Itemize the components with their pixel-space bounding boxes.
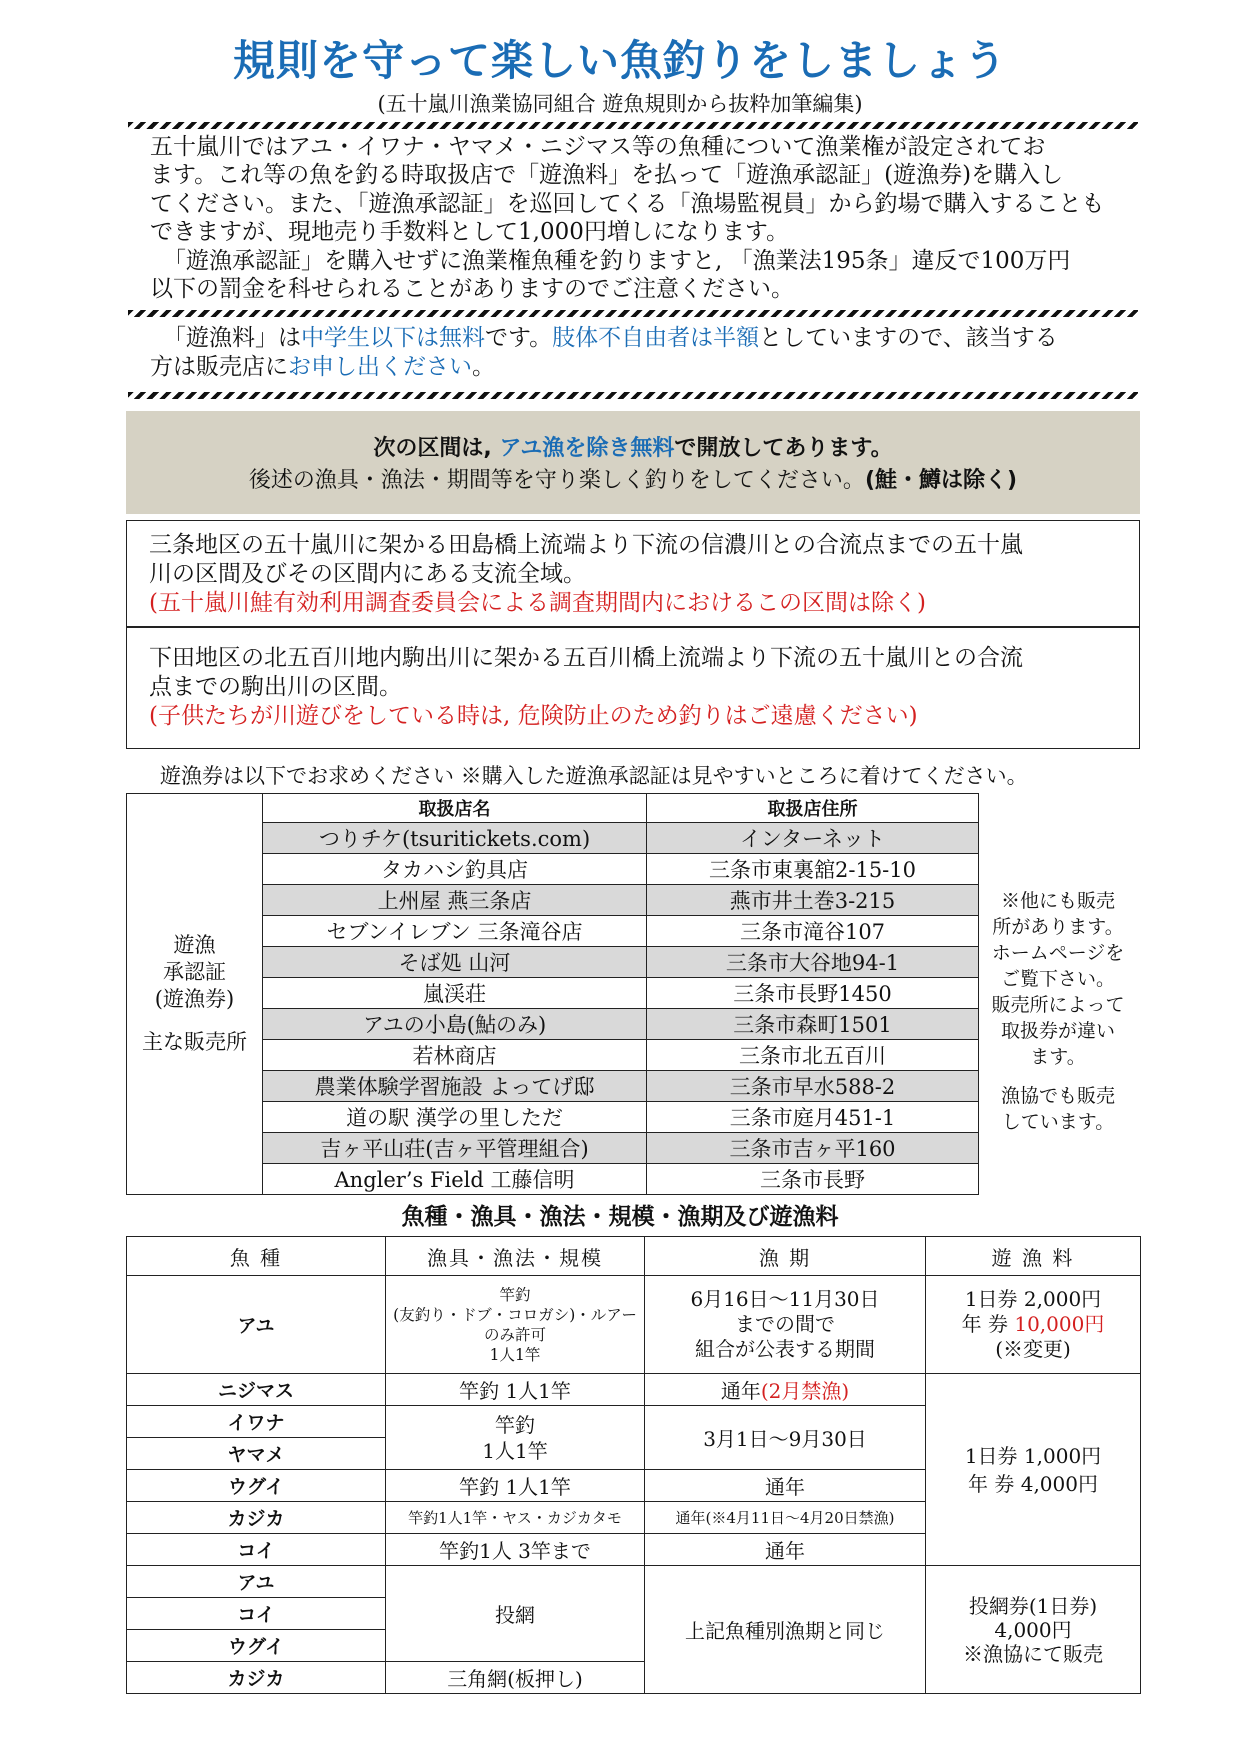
ticket-label: 遊漁 承認証 (遊漁券) <box>154 933 235 1011</box>
fish-name: ウグイ <box>127 1470 386 1502</box>
column-header-shop-name: 取扱店名 <box>263 794 647 823</box>
shop-name: そば処 山河 <box>263 947 647 978</box>
intro-line: できますが、現地売り手数料として1,000円増しになります。 <box>150 219 790 245</box>
discount-line: 方は販売店にお申し出ください。 <box>150 354 495 380</box>
intro-line: てください。また、「遊漁承認証」を巡回してくる「漁場監視員」から釣場で購入することも <box>150 191 1105 217</box>
shop-name: アユの小島(鮎のみ) <box>263 1009 647 1040</box>
discount-line: 「遊漁料」は中学生以下は無料です。肢体不自由者は半額としていますので、該当する <box>163 325 1058 351</box>
fish-name: コイ <box>127 1534 386 1566</box>
main-stores-label: 主な販売所 <box>142 1030 247 1054</box>
zone-box-shimoda <box>126 627 1140 749</box>
shop-table <box>126 793 979 1195</box>
dashed-divider <box>128 122 1138 129</box>
gear-rule: 竿釣1人 3竿まで <box>386 1534 645 1566</box>
side-note-coop-sales: 漁協でも販売 しています。 <box>1000 1085 1115 1133</box>
table-row <box>127 1374 1141 1406</box>
shop-address: 燕市井土巻3-215 <box>647 885 979 916</box>
page-title: 規則を守って楽しい魚釣りをしましょう <box>232 36 1007 85</box>
zone-note: (五十嵐川鮭有効利用調査委員会による調査期間内におけるこの区間は除く) <box>149 590 926 616</box>
gear-rule: 竿釣 (友釣り・ドブ・コロガシ)・ルアー のみ許可 1人1竿 <box>386 1276 645 1374</box>
column-header-season: 漁 期 <box>645 1237 926 1276</box>
shop-address: 三条市滝谷107 <box>647 916 979 947</box>
free-zone-subheading: 後述の漁具・漁法・期間等を守り楽しく釣りをしてください。(鮭・鱒は除く) <box>248 468 1018 493</box>
fee-year: 年 券 10,000円 <box>961 1312 1105 1336</box>
gear-rule: 三角網(板押し) <box>386 1662 645 1694</box>
zone-text: 川の区間及びその区間内にある支流全域。 <box>149 561 586 587</box>
gear-rule: 投網 <box>386 1566 645 1662</box>
intro-line: 五十嵐川ではアユ・イワナ・ヤマメ・ニジマス等の魚種について漁業権が設定されてお <box>150 134 1046 160</box>
table-row <box>127 1276 1141 1374</box>
fee: 1日券 1,000円 年 券 4,000円 <box>926 1374 1141 1566</box>
zone-note: (子供たちが川遊びをしている時は, 危険防止のため釣りはご遠慮ください) <box>149 703 918 729</box>
free-zone-banner <box>126 411 1140 514</box>
fee <box>926 1276 1141 1374</box>
dashed-divider <box>128 392 1138 399</box>
ticket-notice: 遊漁券は以下でお求めください ※購入した遊漁承認証は見やすいところに着けてください。 <box>160 764 1028 788</box>
fish-name: イワナ <box>127 1406 386 1438</box>
table-row <box>127 1566 1141 1598</box>
gear-rule: 竿釣 1人1竿 <box>386 1374 645 1406</box>
fish-name: アユ <box>127 1276 386 1374</box>
fish-name: カジカ <box>127 1502 386 1534</box>
shop-name: つりチケ(tsuritickets.com) <box>263 823 647 854</box>
shop-address: 三条市吉ヶ平160 <box>647 1133 979 1164</box>
shop-address: 三条市長野 <box>647 1164 979 1195</box>
fish-name: ヤマメ <box>127 1438 386 1470</box>
side-note-other-stores: ※他にも販売 所があります。 ホームページを ご覧下さい。 販売所によって 取扱券が違い ます。 <box>991 890 1125 1068</box>
free-under-junior-high: 中学生以下は無料 <box>301 325 485 351</box>
page-subtitle: (五十嵐川漁業協同組合 遊魚規則から抜粋加筆編集) <box>377 92 863 116</box>
zone-box-sanjo <box>126 520 1140 627</box>
shop-table-label <box>127 794 263 1195</box>
fish-name: ニジマス <box>127 1374 386 1406</box>
season: 通年(2月禁漁) <box>645 1374 926 1406</box>
column-header-fee: 遊 漁 料 <box>926 1237 1141 1276</box>
fish-name: アユ <box>127 1566 386 1598</box>
zone-text: 下田地区の北五百川地内駒出川に架かる五百川橋上流端より下流の五十嵐川との合流 <box>149 645 1023 671</box>
column-header-shop-address: 取扱店住所 <box>647 794 979 823</box>
fee-table <box>126 1236 1141 1694</box>
fee-note: (※変更) <box>995 1337 1071 1361</box>
shop-address: インターネット <box>647 823 979 854</box>
shop-name: 道の駅 漢学の里しただ <box>263 1102 647 1133</box>
shop-name: 上州屋 燕三条店 <box>263 885 647 916</box>
shop-name: 吉ヶ平山荘(吉ヶ平管理組合) <box>263 1133 647 1164</box>
column-header-gear: 漁具・漁法・規模 <box>386 1237 645 1276</box>
shop-name: 嵐渓荘 <box>263 978 647 1009</box>
season: 通年 <box>645 1470 926 1502</box>
season: 通年(※4月11日～4月20日禁漁) <box>645 1502 926 1534</box>
season: 通年 <box>645 1534 926 1566</box>
season: 6月16日～11月30日 までの間で 組合が公表する期間 <box>645 1276 926 1374</box>
column-header-fish: 魚 種 <box>127 1237 386 1276</box>
shop-name: 農業体験学習施設 よってげ邸 <box>263 1071 647 1102</box>
shop-address: 三条市東裏舘2-15-10 <box>647 854 979 885</box>
shop-address: 三条市早水588-2 <box>647 1071 979 1102</box>
shop-name: セブンイレブン 三条滝谷店 <box>263 916 647 947</box>
gear-rule: 竿釣 1人1竿 <box>386 1406 645 1470</box>
fee-day: 1日券 2,000円 <box>964 1287 1102 1311</box>
intro-line: 「遊漁承認証」を購入せずに漁業権魚種を釣りますと, 「漁業法195条」違反で100万円 <box>163 248 1071 274</box>
season: 上記魚種別漁期と同じ <box>645 1566 926 1694</box>
gear-rule: 竿釣1人1竿・ヤス・カジカタモ <box>386 1502 645 1534</box>
shop-name: タカハシ釣具店 <box>263 854 647 885</box>
season: 3月1日～9月30日 <box>645 1406 926 1470</box>
shop-address: 三条市長野1450 <box>647 978 979 1009</box>
fee: 投網券(1日券) 4,000円 ※漁協にて販売 <box>926 1566 1141 1694</box>
free-zone-heading: 次の区間は, アユ漁を除き無料で開放してあります。 <box>373 436 893 461</box>
disabled-half-price: 肢体不自由者は半額 <box>552 325 760 351</box>
shop-name: Angler’s Field 工藤信明 <box>263 1164 647 1195</box>
shop-address: 三条市大谷地94-1 <box>647 947 979 978</box>
zone-text: 三条地区の五十嵐川に架かる田島橋上流端より下流の信濃川との合流点までの五十嵐 <box>149 532 1023 558</box>
fish-name: ウグイ <box>127 1630 386 1662</box>
dashed-divider <box>128 310 1138 317</box>
fish-name: カジカ <box>127 1662 386 1694</box>
gear-rule: 竿釣 1人1竿 <box>386 1470 645 1502</box>
apply-at-store: お申し出ください <box>288 354 472 380</box>
shop-address: 三条市森町1501 <box>647 1009 979 1040</box>
shop-address: 三条市庭月451-1 <box>647 1102 979 1133</box>
fish-name: コイ <box>127 1598 386 1630</box>
intro-line: ます。これ等の魚を釣る時取扱店で「遊漁料」を払って「遊漁承認証」(遊漁券)を購入し <box>150 162 1064 188</box>
shop-address: 三条市北五百川 <box>647 1040 979 1071</box>
zone-text: 点までの駒出川の区間。 <box>149 674 402 700</box>
intro-line: 以下の罰金を科せられることがありますのでご注意ください。 <box>150 276 794 302</box>
fee-section-title: 魚種・漁具・漁法・規模・漁期及び遊漁料 <box>401 1204 839 1230</box>
shop-name: 若林商店 <box>263 1040 647 1071</box>
